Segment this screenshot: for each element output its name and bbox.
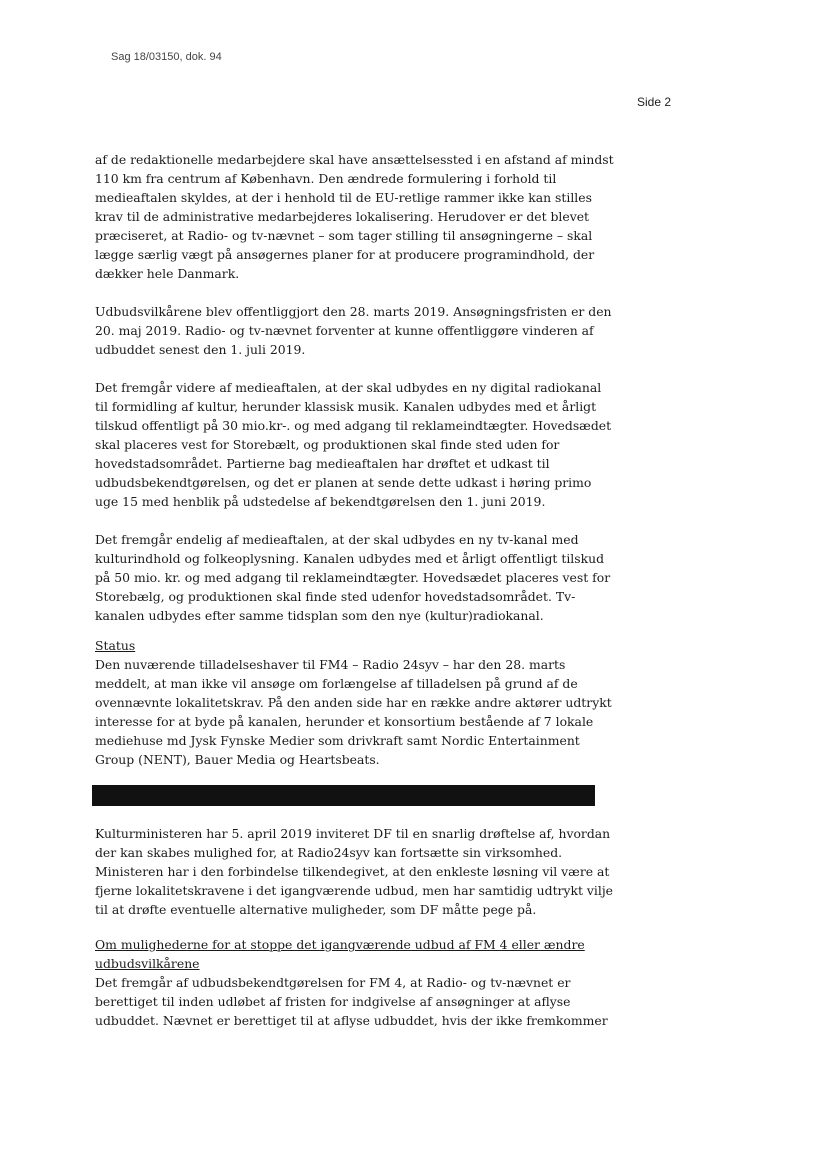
body-section-2	[95, 824, 615, 938]
status-heading: Status	[95, 638, 136, 653]
paragraph-status: Den nuværende tilladelseshaver til FM4 – Radio 24syv – har den 28. marts meddelt, at man ikke vil ansøge om forlængelse af tilladelsen på grund af de ovennævnte lokalitetskrav. På den anden side har en række andre aktører udtrykt interesse for at byde på kanalen, herunder et konsortium bestående af 7 lokale mediehuse md Jysk Fynske Medier som drivkraft samt Nordic Entertainment Group (NENT), Bauer Media og Heartsbeats.	[95, 657, 612, 767]
paragraph-editorial-staff: af de redaktionelle medarbejdere skal have ansættelsessted i en afstand af mindst 110 km fra centrum af København. Den ændrede formulering i forhold til medieaftalen skyldes, at der i henhold til de EU-retlige rammer ikke kan stilles krav til de administrative medarbejderes lokalisering. Herudover er det blevet præciseret, at Radio- og tv-nævnet – som tager stilling til ansøgningerne – skal lægge særlig vægt på ansøgernes planer for at producere programindhold, der dækker hele Danmark.	[95, 152, 614, 281]
options-section	[95, 935, 615, 1049]
case-reference: Sag 18/03150, dok. 94	[111, 51, 222, 63]
paragraph-cancel-tender: Det fremgår af udbudsbekendtgørelsen for FM 4, at Radio- og tv-nævnet er berettiget til inden udløbet af fristen for indgivelse af ansøgninger at aflyse udbuddet. Nævnet er berettiget til at aflyse udbuddet, hvis der ikke fremkommer	[95, 975, 608, 1028]
page-number: Side 2	[637, 95, 672, 109]
status-section	[95, 636, 615, 788]
body-section-1	[95, 150, 615, 644]
paragraph-radio-channel: Det fremgår videre af medieaftalen, at der skal udbydes en ny digital radiokanal til formidling af kultur, herunder klassisk musik. Kanalen udbydes med et årligt tilskud offentligt på 30 mio.kr-. og med adgang til reklameindtægter. Hovedsædet skal placeres vest for Storebælt, og produktionen skal finde sted uden for hovedstadsområdet. Partierne bag medieaftalen har drøftet et udkast til udbudsbekendtgørelsen, og det er planen at sende dette udkast i høring primo uge 15 med henblik på udstedelse af bekendtgørelsen den 1. juni 2019.	[95, 380, 612, 509]
options-heading: Om mulighederne for at stoppe det igangværende udbud af FM 4 eller ændre udbudsvilkårene	[95, 937, 585, 971]
paragraph-tender-dates: Udbudsvilkårene blev offentliggjort den 28. marts 2019. Ansøgningsfristen er den 20. maj 2019. Radio- og tv-nævnet forventer at kunne offentliggøre vinderen af udbuddet senest den 1. juli 2019.	[95, 304, 612, 357]
redaction-bar	[92, 785, 595, 806]
paragraph-tv-channel: Det fremgår endelig af medieaftalen, at der skal udbydes en ny tv-kanal med kulturindhold og folkeoplysning. Kanalen udbydes med et årligt offentligt tilskud på 50 mio. kr. og med adgang til reklameindtægter. Hovedsædet placeres vest for Storebælg, og produktionen skal finde sted udenfor hovedstadsområdet. Tv-kanalen udbydes efter samme tidsplan som den nye (kultur)radiokanal.	[95, 532, 611, 623]
paragraph-minister-invitation: Kulturministeren har 5. april 2019 inviteret DF til en snarlig drøftelse af, hvordan der kan skabes mulighed for, at Radio24syv kan fortsætte sin virksomhed. Ministeren har i den forbindelse tilkendegivet, at den enkleste løsning vil være at fjerne lokalitetskravene i det igangværende udbud, men har samtidig udtrykt vilje til at drøfte eventuelle alternative muligheder, som DF måtte pege på.	[95, 826, 613, 917]
